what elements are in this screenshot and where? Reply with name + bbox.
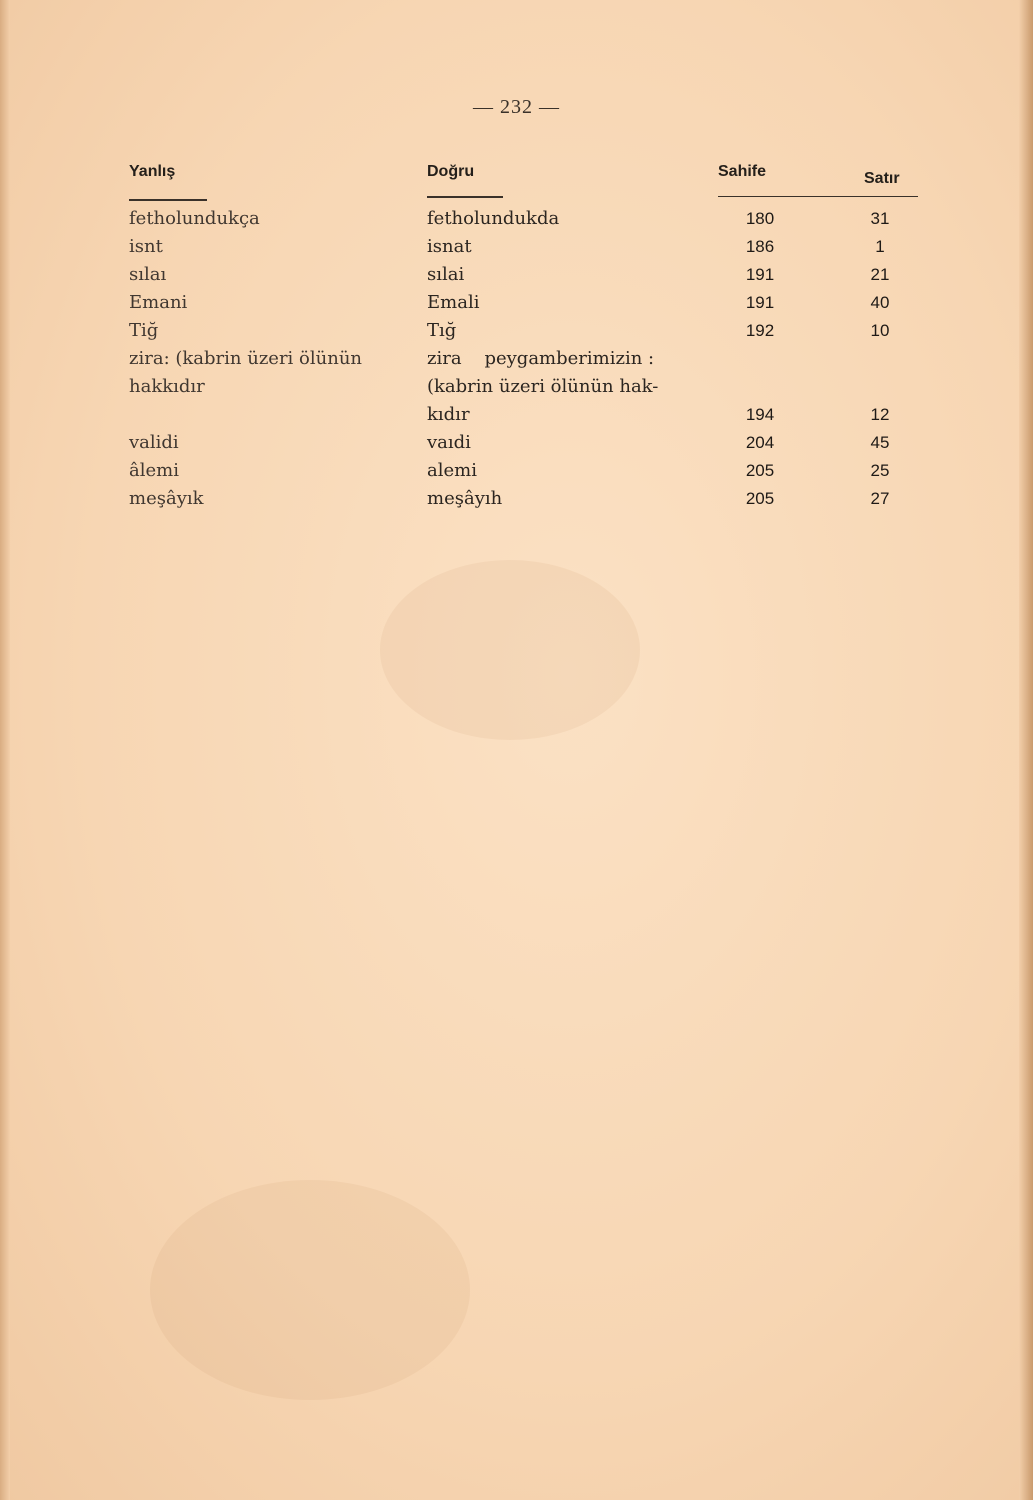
table-row	[0, 345, 1033, 429]
line-cell: 25	[870, 461, 890, 480]
table-row	[0, 289, 1033, 317]
table-row	[0, 485, 1033, 513]
line-cell: 31	[870, 209, 890, 228]
table-row	[0, 317, 1033, 345]
table-row	[0, 429, 1033, 457]
page-number: — 232 —	[473, 96, 560, 118]
page-cell: 180	[745, 209, 775, 228]
right-cell: fetholundukda	[427, 208, 560, 229]
right-cell	[427, 345, 712, 429]
right-cell-line: (kabrin üzeri ölünün hak-	[427, 376, 659, 397]
page-cell: 205	[745, 461, 775, 480]
wrong-cell: fetholundukça	[129, 208, 260, 229]
paper-stain	[380, 560, 640, 740]
right-cell: vaıdi	[427, 432, 471, 453]
page-cell: 205	[745, 489, 775, 508]
line-cell: 45	[870, 433, 890, 452]
header-wrong: Yanlış	[129, 163, 176, 180]
table-row	[0, 261, 1033, 289]
right-cell: Tığ	[427, 320, 457, 341]
line-cell: 40	[870, 293, 890, 312]
errata-table	[0, 205, 1033, 513]
header-right: Doğru	[427, 163, 475, 180]
wrong-cell: âlemi	[129, 460, 179, 481]
header-wrong-underline	[129, 199, 207, 201]
line-cell: 10	[870, 321, 890, 340]
page-cell: 192	[745, 321, 775, 340]
right-cell-line: zira peygamberimizin :	[427, 348, 655, 369]
wrong-cell: isnt	[129, 236, 163, 257]
wrong-cell: Emani	[129, 292, 188, 313]
right-cell: isnat	[427, 236, 472, 257]
page-cell: 204	[745, 433, 775, 452]
table-row	[0, 457, 1033, 485]
page-cell: 186	[745, 237, 775, 256]
line-cell: 21	[870, 265, 890, 284]
header-line: Satır	[864, 170, 900, 187]
page-cell: 191	[745, 293, 775, 312]
wrong-cell: Tiğ	[129, 320, 159, 341]
right-cell: meşâyıh	[427, 488, 503, 509]
line-cell: 27	[870, 489, 890, 508]
line-cell: 1	[875, 237, 885, 256]
wrong-cell: sılaı	[129, 264, 167, 285]
right-cell: alemi	[427, 460, 477, 481]
page-cell: 191	[745, 265, 775, 284]
wrong-cell	[129, 345, 415, 401]
page-cell: 194	[745, 405, 775, 424]
right-cell-line: kıdır	[427, 404, 470, 425]
right-cell: Emali	[427, 292, 480, 313]
table-row	[0, 233, 1033, 261]
wrong-cell-line: zira: (kabrin üzeri ölünün	[129, 348, 362, 369]
wrong-cell-line: hakkıdır	[129, 376, 205, 397]
header-page-line-underline	[718, 196, 918, 197]
header-right-underline	[427, 196, 503, 198]
table-row	[0, 205, 1033, 233]
wrong-cell: meşâyık	[129, 488, 204, 509]
header-page: Sahife	[718, 163, 767, 180]
line-cell: 12	[870, 405, 890, 424]
wrong-cell: validi	[129, 432, 179, 453]
paper-stain	[150, 1180, 470, 1400]
right-cell: sılai	[427, 264, 465, 285]
